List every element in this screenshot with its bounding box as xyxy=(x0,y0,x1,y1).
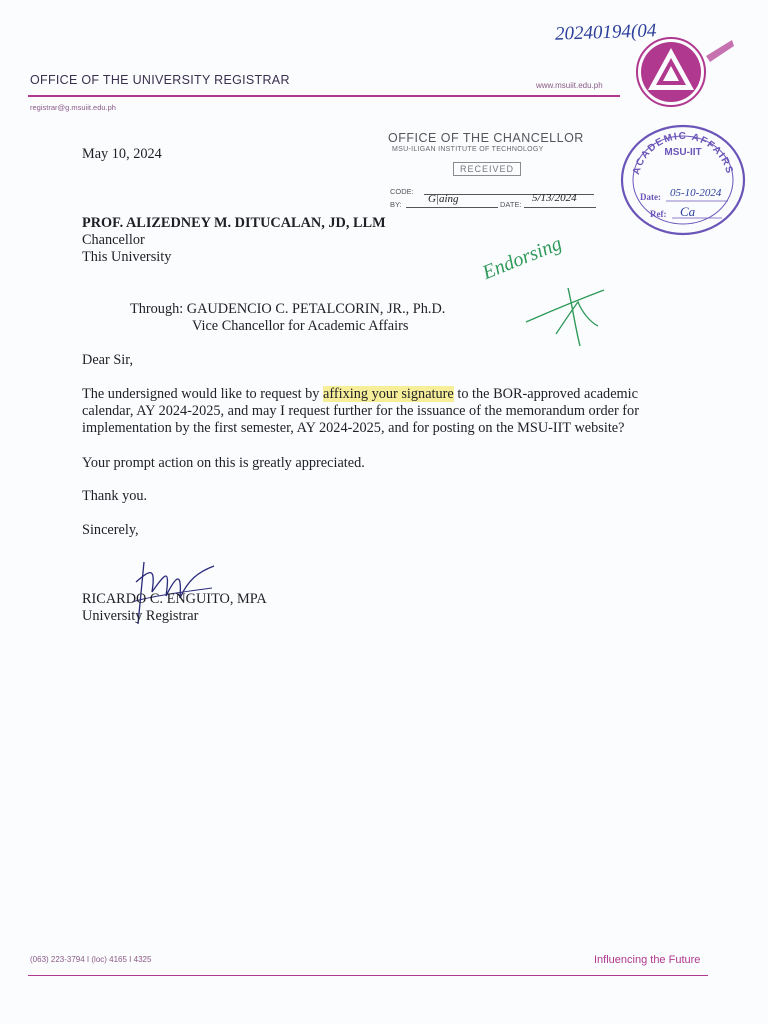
academic-affairs-stamp xyxy=(618,122,748,240)
header-rule xyxy=(28,95,620,97)
code-label: CODE: xyxy=(390,187,414,196)
date-line xyxy=(524,207,596,208)
handwritten-endorsement: Endorsing xyxy=(479,232,565,285)
by-label: BY: xyxy=(390,200,402,209)
through-line-2: Vice Chancellor for Academic Affairs xyxy=(192,318,409,334)
signer-title: University Registrar xyxy=(82,608,199,624)
university-logo-icon xyxy=(622,36,740,108)
paragraph-1-line-1 xyxy=(82,386,638,403)
endorser-initials-icon xyxy=(520,282,610,350)
recipient-name: PROF. ALIZEDNEY M. DITUCALAN, JD, LLM xyxy=(82,215,386,231)
letter-date: May 10, 2024 xyxy=(82,146,162,162)
paragraph-1-line-2: calendar, AY 2024-2025, and may I request further for the issuance of the memorandum order for xyxy=(82,403,639,419)
footer-phone: (063) 223-3794 I (loc) 4165 I 4325 xyxy=(30,955,152,964)
email: registrar@g.msuiit.edu.ph xyxy=(30,103,116,112)
paragraph-2: Your prompt action on this is greatly appreciated. xyxy=(82,455,365,471)
stamp-date-value: 05-10-2024 xyxy=(670,187,722,199)
through-line-1: Through: GAUDENCIO C. PETALCORIN, JR., Ph.D. xyxy=(130,301,446,317)
received-mark: RECEIVED xyxy=(453,162,521,176)
stamp-ref-value: Ca xyxy=(680,204,696,219)
closing: Sincerely, xyxy=(82,522,139,538)
chancellor-stamp-title: OFFICE OF THE CHANCELLOR xyxy=(388,131,584,145)
highlighted-phrase: affixing your signature xyxy=(323,386,454,402)
footer-rule xyxy=(28,975,708,976)
handwritten-number: 20240194(04 xyxy=(554,20,657,45)
office-title: OFFICE OF THE UNIVERSITY REGISTRAR xyxy=(30,73,290,87)
stamp-ring-text: ACADEMIC AFFAIRS xyxy=(631,130,735,176)
date-label: DATE: xyxy=(500,200,522,209)
recipient-org: This University xyxy=(82,249,172,265)
paragraph-1-line-3: implementation by the first semester, AY 2024-2025, and for posting on the MSU-IIT website? xyxy=(82,420,625,436)
by-line xyxy=(406,207,498,208)
para1-start: The undersigned would like to request by xyxy=(82,386,324,402)
by-value: G|aing xyxy=(428,193,459,205)
stamp-date-label: Date: xyxy=(640,192,661,202)
chancellor-stamp-subtitle: MSU-ILIGAN INSTITUTE OF TECHNOLOGY xyxy=(392,146,544,153)
para1-end: to the BOR-approved academic xyxy=(453,386,638,402)
footer-motto: Influencing the Future xyxy=(594,954,701,966)
website: www.msuiit.edu.ph xyxy=(536,81,603,90)
stamp-ref-label: Ref: xyxy=(650,209,667,219)
recipient-title: Chancellor xyxy=(82,232,145,248)
signer-name: RICARDO C. ENGUITO, MPA xyxy=(82,591,267,607)
thanks: Thank you. xyxy=(82,488,148,504)
date-value: 5/13/2024 xyxy=(532,192,577,204)
salutation: Dear Sir, xyxy=(82,352,134,368)
stamp-center-text: MSU-IIT xyxy=(664,147,702,158)
